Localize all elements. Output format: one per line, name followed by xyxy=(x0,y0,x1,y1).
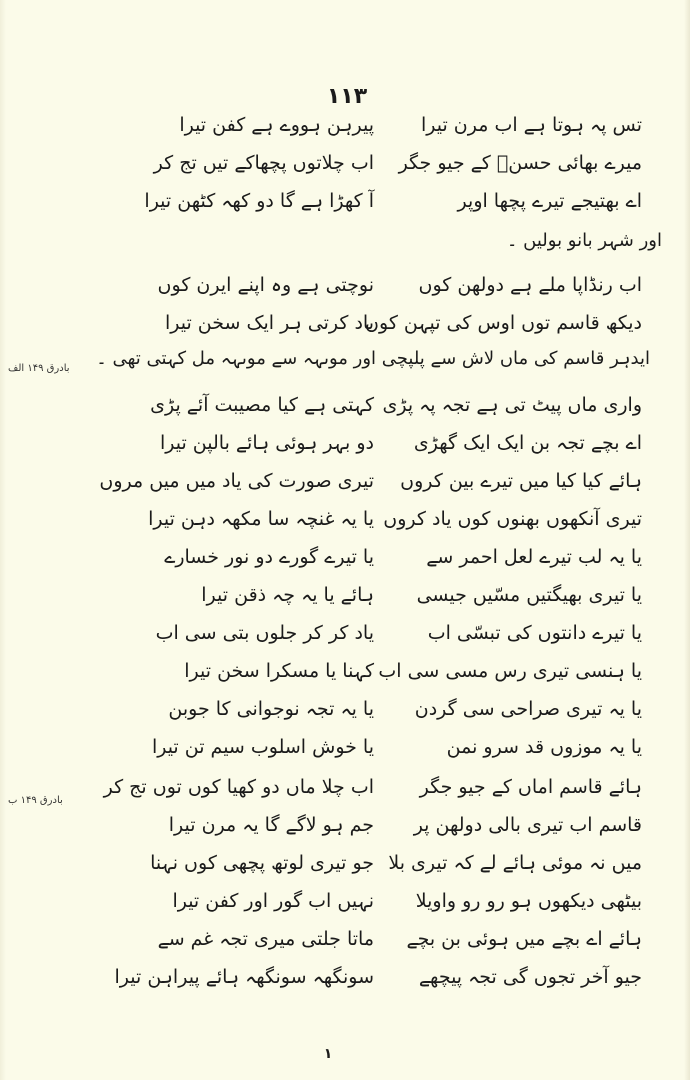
couplet xyxy=(130,426,642,464)
verse-second-hemistich: یاد کر کر جلوں بتی سی اب xyxy=(155,622,374,644)
verse-first-hemistich: اے بچے تجہ بن ایک ایک گھڑی xyxy=(413,432,642,454)
verse-first-hemistich: تیری آنکھوں بھنوں کوں یاد کروں xyxy=(383,508,642,530)
couplet xyxy=(130,616,642,654)
couplet xyxy=(130,108,642,146)
verse-second-hemistich: دو بہر ہوئی ہائے بالپن تیرا xyxy=(159,432,374,454)
verse-first-hemistich: یا تیری بھیگتیں مسّیں جیسی xyxy=(416,584,642,606)
couplet xyxy=(130,884,642,922)
couplet xyxy=(130,730,642,768)
verse-first-hemistich: قاسم اب تیری بالی دولھن پر xyxy=(413,814,642,836)
couplet xyxy=(130,502,642,540)
verse-first-hemistich: میں نہ موئی ہائے لے کہ تیری بلا xyxy=(388,852,642,874)
couplet xyxy=(130,692,642,730)
verse-first-hemistich: اب رنڈاپا ملے ہے دولھن کوں xyxy=(418,274,642,296)
verse-first-hemistich: اے بھتیجے تیرے پچھا اوپر xyxy=(457,190,642,212)
verse-second-hemistich: جم ہو لاگے گا یہ مرن تیرا xyxy=(168,814,374,836)
couplet xyxy=(130,922,642,960)
verse-first-hemistich: میرے بھائی حسنؑ کے جیو جگر xyxy=(398,152,642,174)
section-heading: اور شہر بانو بولیں ۔ xyxy=(506,230,662,251)
verse-second-hemistich: یا خوش اسلوب سیم تن تیرا xyxy=(151,736,374,758)
verse-first-hemistich: تس پہ ہوتا ہے اب مرن تیرا xyxy=(420,114,642,136)
verse-first-hemistich: بیٹھی دیکھوں ہو رو رو واویلا xyxy=(415,890,642,912)
verse-second-hemistich: اب چلاتوں پچھاکے تیں تج کر xyxy=(153,152,374,174)
verse-second-hemistich: یا یہ غنچہ سا مکھہ دہن تیرا xyxy=(148,508,374,530)
couplet xyxy=(130,654,642,692)
footer-mark: ۱ xyxy=(323,1046,333,1062)
verse-first-hemistich: یا یہ لب تیرے لعل احمر سے xyxy=(426,546,642,568)
verse-first-hemistich: واری ماں پیٹ تی ہے تجہ پہ پڑی xyxy=(382,394,642,416)
couplet xyxy=(99,464,642,502)
verse-second-hemistich: کہتی ہے کیا مصیبت آئے پڑی xyxy=(150,394,374,416)
verse-second-hemistich: ماتا جلتی میری تجہ غم سے xyxy=(157,928,374,950)
verse-second-hemistich: نہیں اب گور اور کفن تیرا xyxy=(172,890,374,912)
verse-first-hemistich: ہائے قاسم اماں کے جیو جگر xyxy=(419,776,642,798)
verse-second-hemistich: تیری صورت کی یاد میں میں مروں xyxy=(99,470,374,492)
couplet xyxy=(130,146,642,184)
couplet xyxy=(130,846,642,884)
verse-second-hemistich: اب چلا ماں دو کھیا کوں توں تج کر xyxy=(103,776,374,798)
couplet xyxy=(130,808,642,846)
verse-second-hemistich: یا یہ تجہ نوجوانی کا جوبن xyxy=(168,698,374,720)
margin-folio-note: بادرق ۱۴۹ الف xyxy=(8,363,70,374)
prose-line: ایدہر قاسم کی ماں لاش سے پلپچی اور موںہہ سے موںہہ مل کہتی تھی ۔ xyxy=(96,348,650,369)
couplet xyxy=(130,268,642,306)
verse-first-hemistich: جیو آخر تجوں گی تجہ پیچھے xyxy=(418,966,642,988)
verse-first-hemistich: یا یہ تیری صراحی سی گردن xyxy=(414,698,642,720)
page-number: ۱۱۳ xyxy=(326,84,368,109)
verse-second-hemistich: جو تیری لوتھ پچھی کوں نہنا xyxy=(150,852,374,874)
verse-second-hemistich: یا تیرے گورے دو نور خسارے xyxy=(164,546,374,568)
verse-first-hemistich: یا یہ موزوں قد سرو نمن xyxy=(446,736,642,758)
verse-second-hemistich: ہائے یا یہ چہ ذقن تیرا xyxy=(201,584,374,606)
verse-first-hemistich: دیکھ قاسم توں اوس کی تپہن کوں xyxy=(365,312,642,334)
couplet xyxy=(130,388,642,426)
verse-first-hemistich: یا تیرے دانتوں کی تبسّی اب xyxy=(427,622,642,644)
verse-second-hemistich: نوچتی ہے وہ اپنے ایرن کوں xyxy=(157,274,374,296)
verse-second-hemistich: پیرہن ہووے ہے کفن تیرا xyxy=(179,114,374,136)
verse-first-hemistich: ہائے کیا کیا میں تیرے بین کروں xyxy=(400,470,642,492)
couplet xyxy=(130,306,642,344)
verse-second-hemistich: یاد کرتی ہر ایک سخن تیرا xyxy=(164,312,374,334)
couplet xyxy=(130,184,642,222)
verse-second-hemistich: آ کھڑا ہے گا دو کھہ کٹھن تیرا xyxy=(144,190,374,212)
couplet xyxy=(103,770,642,808)
verse-second-hemistich: کہنا یا مسکرا سخن تیرا xyxy=(184,660,374,682)
verse-first-hemistich: ہائے اے بچے میں ہوئی بن بچے xyxy=(406,928,642,950)
couplet xyxy=(130,578,642,616)
couplet xyxy=(130,540,642,578)
verse-second-hemistich: سونگھہ سونگھہ ہائے پیراہن تیرا xyxy=(114,966,374,988)
couplet xyxy=(114,960,642,998)
margin-folio-note: بادرق ۱۴۹ ب xyxy=(8,795,63,806)
verse-first-hemistich: یا ہنسی تیری رس مسی سی اب xyxy=(378,660,642,682)
